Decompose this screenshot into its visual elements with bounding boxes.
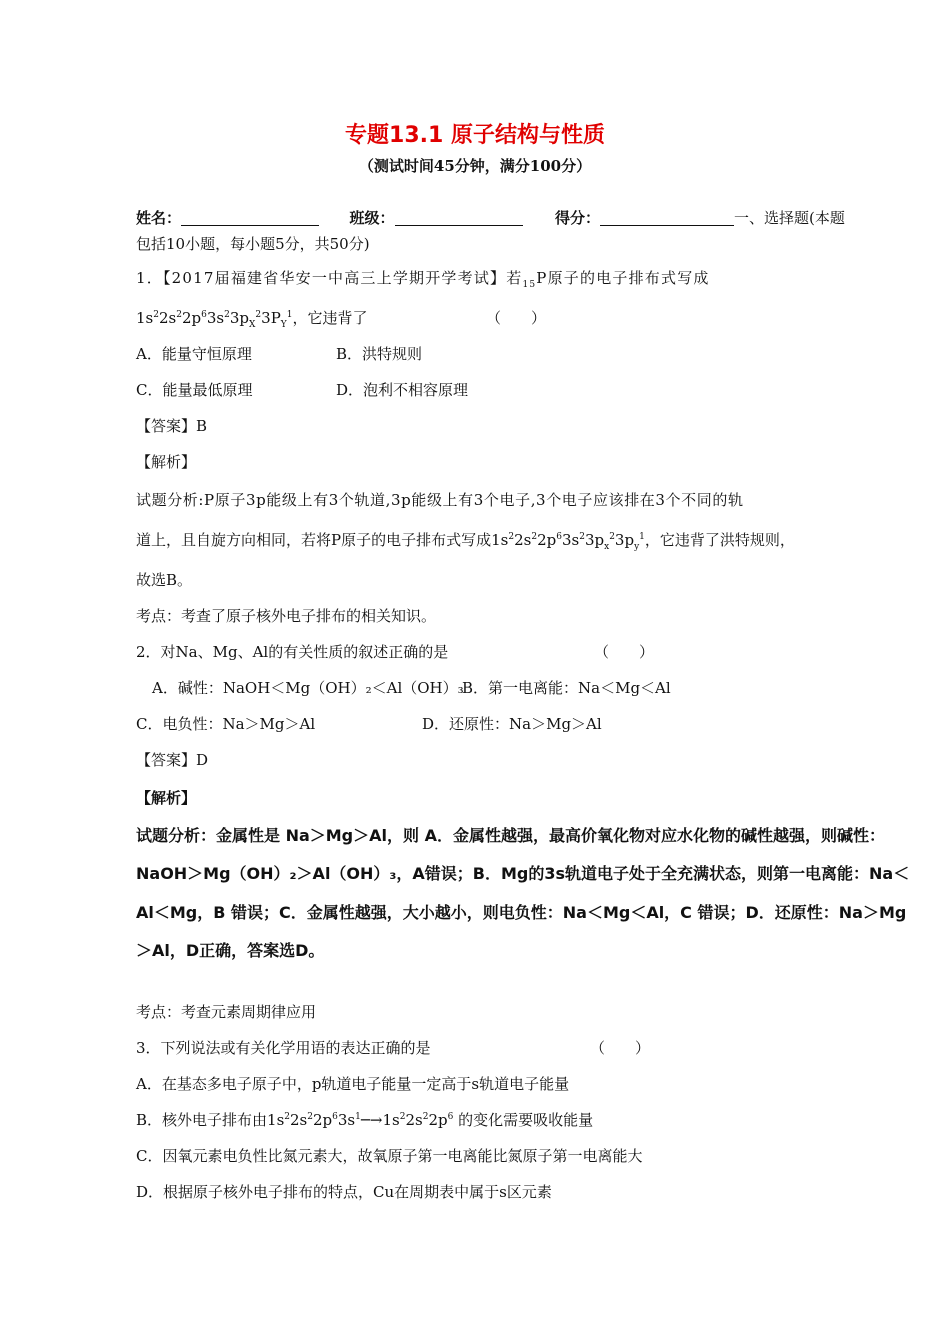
q2-analysis-line1: 试题分析：金属性是 Na＞Mg＞Al，则 A．金属性越强，最高价氧化物对应水化物的碱性越强，则碱性：	[136, 826, 885, 845]
q2-answer: 【答案】D	[136, 751, 209, 769]
q2-option-d: D．还原性：Na＞Mg＞Al	[422, 715, 602, 733]
q1-stem-tail: P原子的电子排布式写成	[536, 269, 710, 287]
q1-option-a: A．能量守恒原理	[136, 345, 252, 363]
q3-option-b-suffix: 的变化需要吸收能量	[453, 1111, 594, 1129]
q2-option-a: A．碱性：NaOH＜Mg（OH）₂＜Al（OH）₃	[152, 679, 464, 697]
q1-source: 【2017届福建省华安一中高三上学期开学考试】若	[162, 269, 523, 287]
q2-analysis-line2: NaOH＞Mg（OH）₂＞Al（OH）₃，A错误；B．Mg的3s轨道电子处于全充满状态，则第一电离能：Na＜	[136, 864, 910, 883]
q2-analysis-label: 【解析】	[136, 789, 197, 807]
q3-option-b-config: $1s^22s^22p^63s^1─\to 1s^22s^22p^6$	[267, 1111, 454, 1129]
score-label: 得分：	[554, 209, 600, 227]
section-description: 包括10小题，每小题5分，共50分)	[136, 235, 370, 253]
q1-subscript: 15	[522, 280, 537, 290]
q1-option-c: C．能量最低原理	[136, 381, 253, 399]
name-blank[interactable]	[181, 209, 319, 226]
q1-analysis-label: 【解析】	[136, 453, 197, 471]
q1-analysis-line3: 故选B。	[136, 571, 193, 589]
class-label: 班级：	[349, 209, 395, 227]
score-blank[interactable]	[600, 209, 734, 226]
q1-config-line	[136, 308, 368, 328]
q1-analysis-line1: 试题分析:P原子3p能级上有3个轨道,3p能级上有3个电子,3个电子应该排在3个不同的轨	[136, 491, 744, 509]
q1-option-d: D．泡利不相容原理	[336, 381, 469, 399]
page-title: 专题13.1 原子结构与性质	[345, 123, 605, 148]
q3-option-c: C．因氧元素电负性比氮元素大，故氧原子第一电离能比氮原子第一电离能大	[136, 1147, 643, 1165]
q2-analysis-line3: Al＜Mg，B 错误；C．金属性越强，大小越小，则电负性：Na＜Mg＜Al，C 错误；D．还原性：Na＞Mg	[136, 903, 907, 922]
q2-analysis-line4: ＞Al，D正确，答案选D。	[136, 941, 325, 960]
q3-answer-paren: （ ）	[590, 1039, 651, 1057]
q1-number: 1．	[136, 269, 163, 287]
q3-option-a: A．在基态多电子原子中，p轨道电子能量一定高于s轨道电子能量	[136, 1075, 570, 1093]
q1-analysis-config: $1s^22s^22p^63s^23p_x^23p_y^1$	[491, 531, 645, 552]
q1-analysis-line2	[136, 530, 795, 550]
q3-option-d: D．根据原子核外电子排布的特点，Cu在周期表中属于s区元素	[136, 1183, 552, 1201]
q2-point: 考点：考查元素周期律应用	[136, 1003, 317, 1021]
q1-answer: 【答案】B	[136, 417, 208, 435]
q1-analysis-text: 道上，且自旋方向相同，若将P原子的电子排布式写成	[136, 531, 492, 549]
q3-stem: 3．下列说法或有关化学用语的表达正确的是	[136, 1039, 431, 1057]
q3-option-b	[136, 1110, 593, 1130]
q1-stem	[136, 268, 710, 288]
q3-option-b-prefix: B．核外电子排布由	[136, 1111, 268, 1129]
q2-option-c: C．电负性：Na＞Mg＞Al	[136, 715, 316, 733]
q1-config: $1s^22s^22p^63s^23p_X^23P_Y^1$	[136, 309, 293, 330]
q1-answer-paren: （ ）	[486, 309, 547, 327]
q2-option-b: B．第一电离能：Na＜Mg＜Al	[462, 679, 671, 697]
student-info-line	[136, 208, 845, 228]
q1-option-b: B．洪特规则	[336, 345, 423, 363]
q1-analysis-tail: ，它违背了洪特规则，	[644, 531, 795, 549]
page-subtitle: （测试时间45分钟，满分100分）	[358, 157, 592, 175]
section-heading: 一、选择题(本题	[733, 209, 845, 227]
q2-answer-paren: （ ）	[594, 643, 655, 661]
q1-point: 考点：考查了原子核外电子排布的相关知识。	[136, 607, 437, 625]
class-blank[interactable]	[395, 209, 523, 226]
q1-config-suffix: ，它违背了	[292, 309, 368, 327]
q2-stem: 2．对Na、Mg、Al的有关性质的叙述正确的是	[136, 643, 449, 661]
name-label: 姓名：	[136, 209, 182, 227]
